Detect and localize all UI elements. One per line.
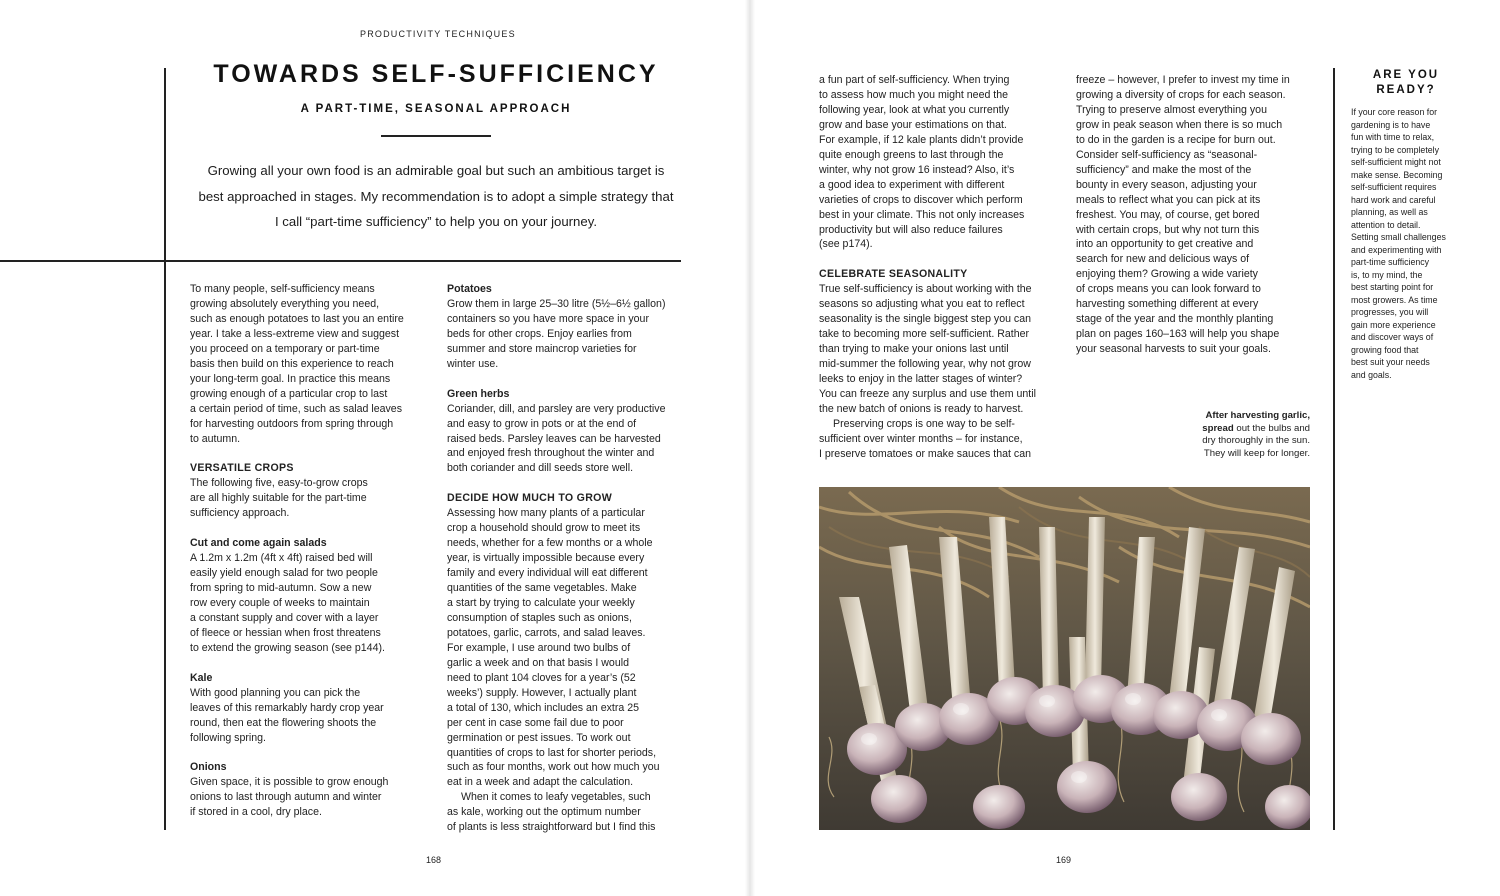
text-line: a fun part of self-sufficiency. When trying <box>819 74 1010 86</box>
sidebar-paragraph <box>1351 106 1466 381</box>
text-line: a constant supply and cover with a layer <box>190 611 379 624</box>
text-line: row every couple of weeks to maintain <box>190 596 370 609</box>
page-subtitle: A PART-TIME, SEASONAL APPROACH <box>300 103 572 115</box>
text-line: summer and store maincrop varieties for <box>447 342 637 355</box>
text-line: Assessing how many plants of a particular <box>447 507 645 520</box>
section-heading: VERSATILE CROPS <box>190 462 294 475</box>
page-title: TOWARDS SELF-SUFFICIENCY <box>213 60 659 88</box>
text-line: the new batch of onions is ready to harvest. <box>819 402 1024 415</box>
title-underline-rule <box>381 135 491 137</box>
text-line: year, is virtually impossible because every <box>447 552 645 565</box>
sidebar-title-line: ARE YOU <box>1372 69 1440 81</box>
text-line: containers so you have more space in your <box>447 312 649 325</box>
text-line: beds for other crops. Enjoy earlies from <box>447 327 632 340</box>
garlic-photo <box>819 487 1310 830</box>
caption-bold: After harvesting garlic, <box>1205 410 1310 421</box>
text-line: of plants is less straightforward but I find this <box>447 821 656 834</box>
text-line: Preserving crops is one way to be self- <box>833 417 1015 430</box>
text-line: a good idea to experiment with different <box>819 178 1005 191</box>
section-heading: DECIDE HOW MUCH TO GROW <box>447 492 613 505</box>
text-line: For example, I use around two bulbs of <box>447 641 631 654</box>
text-line: and discover ways of <box>1351 332 1434 342</box>
caption-text: out the bulbs and <box>1233 422 1310 434</box>
body-paragraph-indented <box>819 417 1059 462</box>
text-line: round, then eat the flowering shoots the <box>190 716 377 729</box>
text-line: weeks’) supply. However, I actually plant <box>447 686 637 699</box>
running-head: PRODUCTIVITY TECHNIQUES <box>360 29 516 39</box>
text-line: With good planning you can pick the <box>190 686 361 699</box>
text-line: as kale, working out the optimum number <box>447 806 641 819</box>
text-line: (see p174). <box>819 238 873 251</box>
text-line: and easy to grow in pots or at the end of <box>447 417 637 430</box>
text-line: Given space, it is possible to grow enough <box>190 776 389 789</box>
text-line: potatoes, garlic, carrots, and salad leaves. <box>447 626 646 639</box>
text-line: consumption of staples such as onions, <box>447 611 632 624</box>
sub-heading: Cut and come again salads <box>190 537 327 550</box>
sub-heading: Potatoes <box>447 283 492 295</box>
intro-line: I call “part-time sufficiency” to help you on your journey. <box>274 214 598 229</box>
text-line: such as enough potatoes to last you an entire <box>190 312 404 325</box>
text-line: gardening is to have <box>1351 119 1431 130</box>
body-paragraph <box>447 402 685 477</box>
text-line: is, to my mind, the <box>1351 269 1423 280</box>
text-line: To many people, self-sufficiency means <box>190 283 375 295</box>
text-line: You can freeze any surplus and use them until <box>819 388 1036 400</box>
text-line: if stored in a cool, dry place. <box>190 806 322 819</box>
text-line: take to becoming more self-sufficient. Rather <box>819 328 1030 341</box>
text-line: part-time sufficiency <box>1351 257 1430 267</box>
text-line: plan on pages 160–163 will help you shape <box>1076 328 1280 341</box>
caption-bold: spread <box>1202 422 1234 434</box>
text-line: stage of the year and the monthly planting <box>1076 313 1274 326</box>
text-line: winter use. <box>447 357 499 370</box>
page-gutter <box>745 0 755 896</box>
text-line: leaves of this remarkably hardy crop year <box>190 701 384 714</box>
text-line: your long-term goal. In practice this means <box>190 372 391 385</box>
body-paragraph <box>190 282 430 446</box>
text-line: When it comes to leafy vegetables, such <box>461 791 651 804</box>
text-line: growing a diversity of crops for each season. <box>1076 88 1286 101</box>
text-line: enjoying them? Growing a wide variety <box>1076 268 1258 281</box>
sub-heading: Onions <box>190 761 227 774</box>
text-line: of fleece or hessian when frost threatens <box>190 626 381 639</box>
text-line: productivity but will also reduce failures <box>819 223 1003 236</box>
text-line: seasonality is the single biggest step you can <box>819 313 1032 326</box>
text-line: crop a household should grow to meet its <box>447 522 641 535</box>
text-line: sufficiency approach. <box>190 507 290 520</box>
text-line: grow in peak season when there is so much <box>1076 118 1283 131</box>
text-line: and experimenting with <box>1351 244 1442 255</box>
text-line: mid-summer the following year, why not grow <box>819 358 1031 371</box>
text-line: varieties of crops to discover which perform <box>819 193 1023 206</box>
text-line: I preserve tomatoes or make sauces that can <box>819 447 1031 460</box>
text-line: freeze – however, I prefer to invest my time in <box>1076 74 1290 86</box>
text-line: Trying to preserve almost everything you <box>1076 103 1267 116</box>
text-line: progresses, you will <box>1351 307 1429 317</box>
text-line: both coriander and dill seeds store well. <box>447 462 634 475</box>
text-line: raised beds. Parsley leaves can be harvested <box>447 432 661 445</box>
caption-text: dry thoroughly in the sun. <box>1202 435 1310 447</box>
text-column-2 <box>447 282 685 835</box>
text-line: gain more experience <box>1351 319 1436 330</box>
section-heading: CELEBRATE SEASONALITY <box>819 268 968 281</box>
text-line: hard work and careful <box>1351 194 1436 205</box>
text-line: growing enough of a particular crop to last <box>190 387 388 400</box>
sidebar-text <box>1351 106 1466 381</box>
text-line: meals to reflect what you can pick at its <box>1076 193 1261 206</box>
sidebar-vertical-rule <box>1333 68 1335 830</box>
text-line: seasons so adjusting what you eat to reflect <box>819 298 1025 311</box>
text-line: family and every individual will eat different <box>447 567 648 580</box>
page-number-right: 169 <box>1056 855 1072 865</box>
left-horizontal-rule <box>0 260 681 262</box>
text-line: harvesting something different at every <box>1076 298 1259 311</box>
text-line: garlic a week and on that basis I would <box>447 656 629 669</box>
text-line: attention to detail. <box>1351 219 1421 230</box>
text-line: leeks to enjoy in the latter stages of winter? <box>819 373 1023 386</box>
intro-line: best approached in stages. My recommendation is to adopt a simple strategy that <box>198 188 674 204</box>
text-line: are all highly suitable for the part-time <box>190 492 367 505</box>
text-line: a total of 130, which includes an extra 25 <box>447 701 639 714</box>
text-line: quantities of crops to last for shorter periods, <box>447 746 657 759</box>
caption-text: They will keep for longer. <box>1203 447 1310 459</box>
text-line: For example, if 12 kale plants didn’t provide <box>819 133 1024 146</box>
text-line: per cent in case some fail due to poor <box>447 716 624 729</box>
text-line: self-sufficient might not <box>1351 157 1441 167</box>
body-paragraph <box>819 282 1059 417</box>
sub-heading: Kale <box>190 671 213 684</box>
text-line: for harvesting outdoors from spring through <box>190 417 394 430</box>
text-line: Setting small challenges <box>1351 232 1446 242</box>
text-line: Coriander, dill, and parsley are very productive <box>447 402 666 415</box>
text-line: to extend the growing season (see p144). <box>190 641 385 654</box>
text-line: and enjoyed fresh throughout the winter and <box>447 447 655 460</box>
text-line: sufficient over winter months – for instance, <box>819 432 1023 445</box>
page-number-left: 168 <box>426 855 442 865</box>
body-paragraph <box>190 686 430 746</box>
body-paragraph <box>447 297 685 372</box>
text-line: following spring. <box>190 731 266 744</box>
sidebar-title-line: READY? <box>1376 84 1436 96</box>
text-line: such as four months, work out how much you <box>447 761 660 774</box>
text-line: best suit your needs <box>1351 357 1430 367</box>
intro-line: Growing all your own food is an admirable goal but such an ambitious target is <box>207 163 665 178</box>
text-line: growing food that <box>1351 344 1419 355</box>
text-line: True self-sufficiency is about working with the <box>819 283 1032 296</box>
text-line: best in your climate. This not only increases <box>819 208 1025 221</box>
text-line: eat in a week and adapt the calculation. <box>447 776 634 789</box>
text-line: freshest. You may, of course, get bored <box>1076 208 1260 221</box>
text-line: need to plant 104 cloves for a year’s (52 <box>447 671 636 684</box>
text-line: quite enough greens to last through the <box>819 148 1004 161</box>
text-line: trying to be completely <box>1351 144 1440 155</box>
text-line: quantities of the same vegetables. Make <box>447 582 637 595</box>
text-line: into an opportunity to get creative and <box>1076 238 1254 251</box>
text-line: to assess how much you might need the <box>819 88 1009 101</box>
body-paragraph <box>1076 73 1316 357</box>
text-column-4 <box>1076 73 1316 357</box>
text-line: you proceed on a temporary or part-time <box>190 342 380 355</box>
text-line: germination or pest issues. To work out <box>447 731 631 744</box>
text-line: basis then build on this experience to reach <box>190 357 394 370</box>
text-line: easily yield enough salad for two people <box>190 567 378 580</box>
text-line: winter, why not grow 16 instead? Also, it’s <box>819 163 1015 176</box>
photo-caption <box>1150 410 1310 460</box>
text-line: needs, whether for a few months or a whole <box>447 537 653 550</box>
text-line: and goals. <box>1351 369 1392 380</box>
text-line: from spring to mid-autumn. Sow a new <box>190 582 372 595</box>
text-line: year. I take a less-extreme view and suggest <box>190 327 400 340</box>
text-line: your seasonal harvests to suit your goals. <box>1076 343 1271 356</box>
text-line: grow and base your estimations on that. <box>819 118 1007 131</box>
text-line: to autumn. <box>190 432 241 445</box>
text-line: sufficiency” and make the most of the <box>1076 163 1252 176</box>
body-paragraph <box>447 506 685 790</box>
text-line: of crops means you can look forward to <box>1076 283 1261 296</box>
sidebar-title <box>1350 68 1462 98</box>
sub-heading: Green herbs <box>447 387 510 400</box>
text-line: growing absolutely everything you need, <box>190 297 380 310</box>
text-line: self-sufficient requires <box>1351 182 1437 192</box>
text-line: planning, as well as <box>1351 207 1428 217</box>
text-line: fun with time to relax, <box>1351 132 1435 142</box>
text-line: onions to last through autumn and winter <box>190 791 382 804</box>
text-line: The following five, easy-to-grow crops <box>190 477 368 490</box>
left-vertical-rule <box>164 68 166 830</box>
text-line: a certain period of time, such as salad leaves <box>190 402 402 415</box>
text-line: make sense. Becoming <box>1351 169 1443 180</box>
text-line: most growers. As time <box>1351 294 1438 305</box>
garlic-photo-illustration <box>819 487 1310 830</box>
intro-paragraph <box>186 158 686 235</box>
body-paragraph <box>190 775 430 820</box>
text-line: than trying to make your onions last until <box>819 343 1009 356</box>
text-column-1 <box>190 282 430 820</box>
text-line: Consider self-sufficiency as “seasonal- <box>1076 148 1258 161</box>
text-line: Grow them in large 25–30 litre (5½–6½ gallon) <box>447 297 666 310</box>
text-column-3 <box>819 73 1059 462</box>
body-paragraph <box>819 73 1059 252</box>
text-line: best starting point for <box>1351 282 1434 292</box>
text-line: If your core reason for <box>1351 107 1438 117</box>
text-line: to do in the garden is a recipe for burn out. <box>1076 133 1276 146</box>
body-paragraph-indented <box>447 790 685 835</box>
text-line: with certain crops, but why not turn this <box>1076 223 1260 236</box>
text-line: following year, look at what you currently <box>819 103 1010 116</box>
text-line: search for new and delicious ways of <box>1076 253 1250 266</box>
body-paragraph <box>190 476 430 521</box>
text-line: A 1.2m x 1.2m (4ft x 4ft) raised bed will <box>190 552 373 565</box>
text-line: a start by trying to calculate your weekly <box>447 596 635 609</box>
text-line: bounty in every season, adjusting your <box>1076 178 1257 191</box>
body-paragraph <box>190 551 430 656</box>
